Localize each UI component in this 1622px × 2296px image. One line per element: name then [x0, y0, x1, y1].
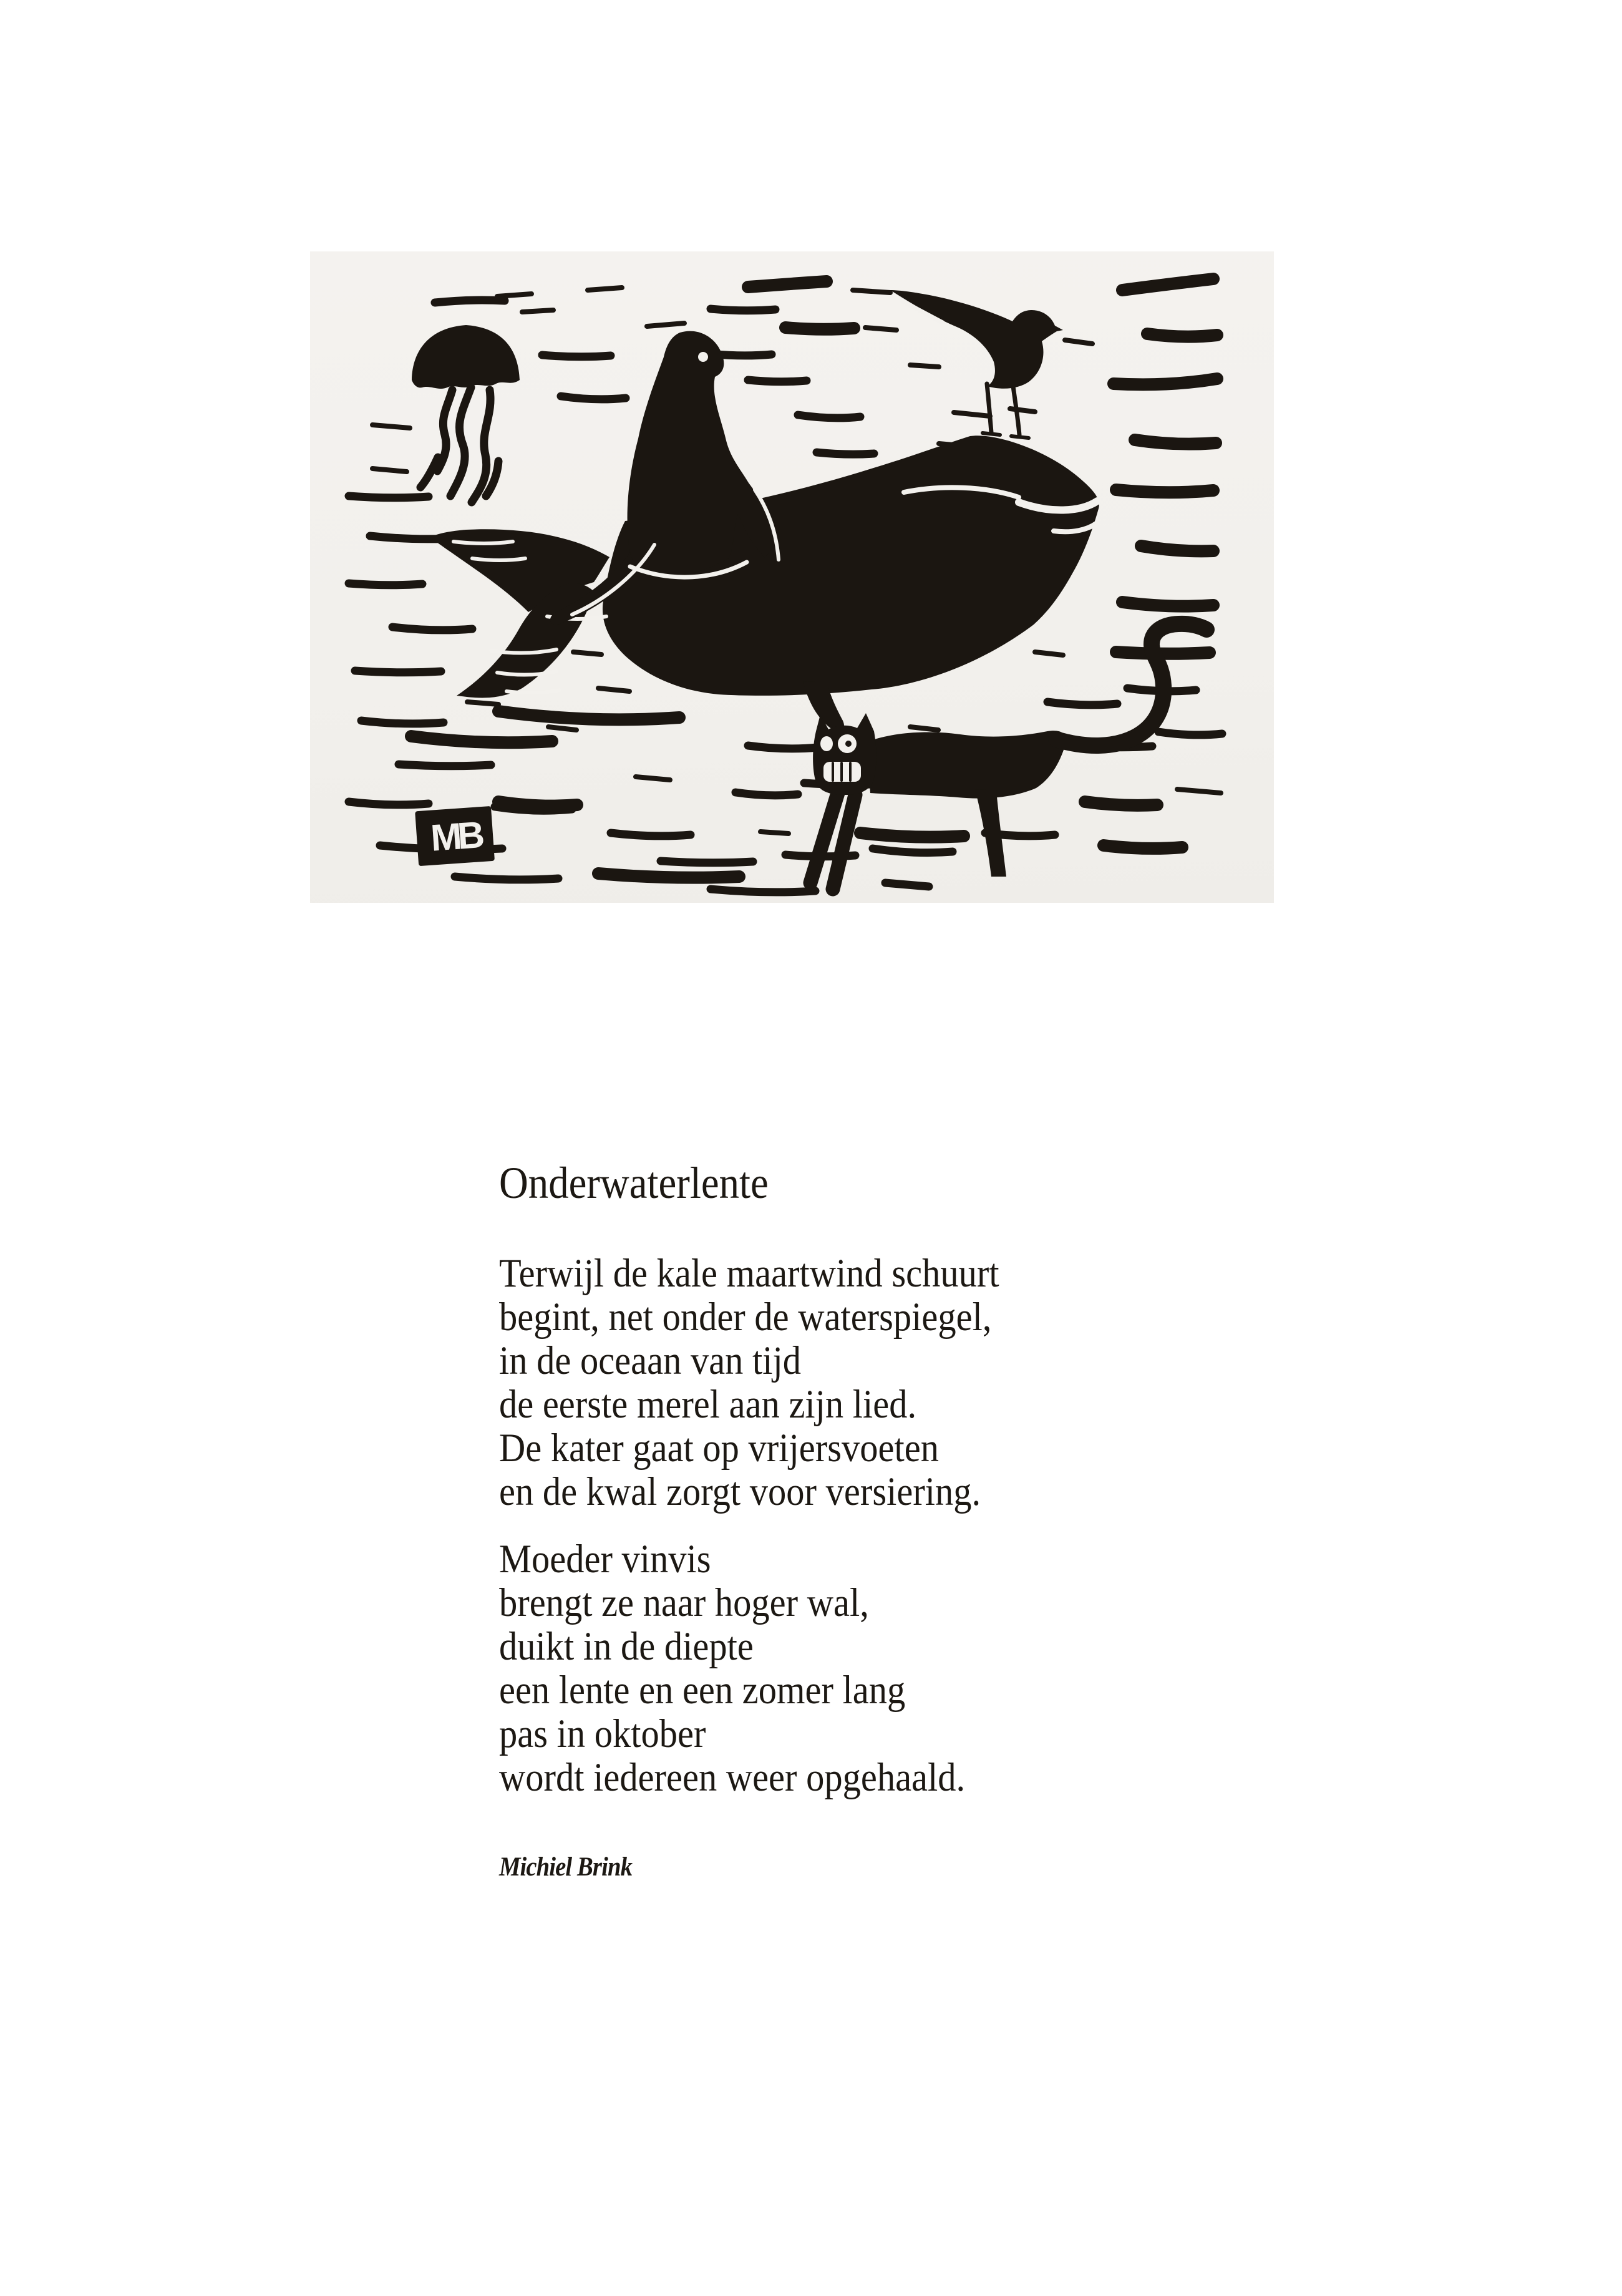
- stanza-2: [499, 1537, 999, 1799]
- poem-line: Terwijl de kale maartwind schuurt: [499, 1251, 999, 1296]
- poem-title: Onderwaterlente: [499, 1158, 769, 1208]
- poem-line: Moeder vinvis: [499, 1537, 711, 1582]
- monogram-text: MB: [429, 814, 482, 859]
- poem-line: begint, net onder de waterspiegel,: [499, 1295, 992, 1340]
- seal-eye: [698, 352, 708, 362]
- poem-line: duikt in de diepte: [499, 1624, 754, 1669]
- poem-line: De kater gaat op vrijersvoeten: [499, 1426, 939, 1471]
- poem-line: en de kwal zorgt voor versiering.: [499, 1469, 981, 1514]
- cat-pupil: [845, 741, 852, 747]
- artist-monogram: [415, 806, 495, 866]
- poem-line: een lente en een zomer lang: [499, 1668, 906, 1713]
- poem-line: pas in oktober: [499, 1711, 706, 1756]
- linocut-illustration: [310, 251, 1274, 903]
- whale-figure: [430, 435, 1099, 732]
- poem-line: brengt ze naar hoger wal,: [499, 1580, 869, 1625]
- poem-line: wordt iedereen weer opgehaald.: [499, 1755, 966, 1800]
- linocut-print: [310, 251, 1274, 903]
- poem-author: Michiel Brink: [499, 1852, 633, 1882]
- jellyfish-figure: [412, 325, 520, 502]
- poem: [499, 1159, 999, 1883]
- poem-line: in de oceaan van tijd: [499, 1338, 802, 1383]
- stanza-1: [499, 1252, 999, 1514]
- poem-line: de eerste merel aan zijn lied.: [499, 1382, 917, 1427]
- cat-eye-left: [820, 736, 833, 751]
